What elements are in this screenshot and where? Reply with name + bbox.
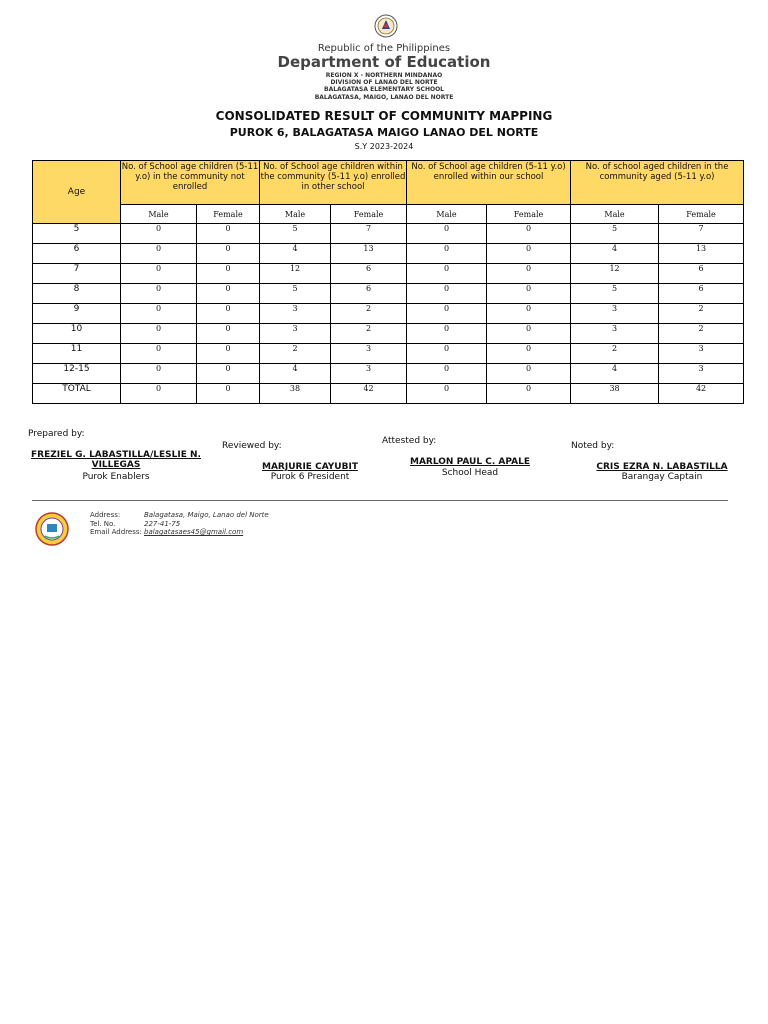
value-cell: 7 <box>659 224 744 244</box>
table-row <box>33 344 744 364</box>
value-cell: 0 <box>197 384 260 404</box>
age-cell: 8 <box>33 284 121 304</box>
value-cell: 2 <box>659 304 744 324</box>
value-cell: 0 <box>121 384 197 404</box>
male-header: Male <box>260 205 331 224</box>
group-header-other-school: No. of School age children within the community (5-11 y.o) enrolled in other school <box>260 161 407 205</box>
footer-divider <box>32 500 728 501</box>
value-cell: 0 <box>407 284 487 304</box>
female-header: Female <box>487 205 571 224</box>
value-cell: 0 <box>487 304 571 324</box>
value-cell: 12 <box>260 264 331 284</box>
value-cell: 13 <box>659 244 744 264</box>
value-cell: 42 <box>331 384 407 404</box>
community-mapping-table <box>32 160 744 404</box>
female-header: Female <box>659 205 744 224</box>
value-cell: 3 <box>331 364 407 384</box>
value-cell: 0 <box>197 324 260 344</box>
value-cell: 0 <box>197 264 260 284</box>
group-header-community-total: No. of school aged children in the community aged (5-11 y.o) <box>571 161 744 205</box>
value-cell: 6 <box>659 264 744 284</box>
value-cell: 2 <box>659 324 744 344</box>
value-cell: 0 <box>197 284 260 304</box>
location-text: BALAGATASA, MAIGO, LANAO DEL NORTE <box>314 94 454 101</box>
value-cell: 0 <box>121 324 197 344</box>
value-cell: 2 <box>331 304 407 324</box>
female-header: Female <box>197 205 260 224</box>
value-cell: 0 <box>121 284 197 304</box>
value-cell: 4 <box>260 364 331 384</box>
value-cell: 38 <box>571 384 659 404</box>
age-cell: 12-15 <box>33 364 121 384</box>
table-row <box>33 384 744 404</box>
value-cell: 42 <box>659 384 744 404</box>
value-cell: 3 <box>571 304 659 324</box>
report-title: CONSOLIDATED RESULT OF COMMUNITY MAPPING <box>215 109 553 123</box>
table-row <box>33 284 744 304</box>
prepared-by-name: FREZIEL G. LABASTILLA/LESLIE N. VILLEGAS <box>31 450 201 470</box>
value-cell: 3 <box>571 324 659 344</box>
noted-by-role: Barangay Captain <box>621 472 703 482</box>
value-cell: 3 <box>331 344 407 364</box>
email-link[interactable]: balagatasaes45@gmail.com <box>144 528 244 536</box>
age-cell: 9 <box>33 304 121 324</box>
email-label: Email Address: <box>90 528 142 536</box>
value-cell: 4 <box>571 364 659 384</box>
value-cell: 3 <box>659 344 744 364</box>
table-row <box>33 224 744 244</box>
school-logo-icon <box>34 512 70 546</box>
value-cell: 5 <box>571 284 659 304</box>
report-subtitle: PUROK 6, BALAGATASA MAIGO LANAO DEL NORTE <box>229 126 539 139</box>
attested-by-label: Attested by: <box>382 436 437 446</box>
noted-by-label: Noted by: <box>571 441 615 451</box>
value-cell: 0 <box>487 344 571 364</box>
value-cell: 4 <box>260 244 331 264</box>
age-cell: 10 <box>33 324 121 344</box>
value-cell: 7 <box>331 224 407 244</box>
value-cell: 0 <box>407 264 487 284</box>
value-cell: 0 <box>121 224 197 244</box>
school-year: S.Y 2023-2024 <box>354 142 414 151</box>
prepared-by-role: Purok Enablers <box>82 472 150 482</box>
value-cell: 13 <box>331 244 407 264</box>
value-cell: 3 <box>260 324 331 344</box>
value-cell: 4 <box>571 244 659 264</box>
table-row <box>33 324 744 344</box>
age-header: Age <box>33 161 121 224</box>
value-cell: 5 <box>260 224 331 244</box>
republic-text: Republic of the Philippines <box>317 43 451 54</box>
value-cell: 0 <box>487 324 571 344</box>
value-cell: 0 <box>197 364 260 384</box>
value-cell: 2 <box>571 344 659 364</box>
group-header-our-school: No. of School age children (5-11 y.o) enrolled within our school <box>407 161 571 205</box>
value-cell: 0 <box>487 224 571 244</box>
value-cell: 0 <box>487 264 571 284</box>
value-cell: 5 <box>260 284 331 304</box>
value-cell: 3 <box>659 364 744 384</box>
value-cell: 0 <box>487 384 571 404</box>
age-cell: 5 <box>33 224 121 244</box>
address-label: Address: <box>90 511 121 519</box>
value-cell: 6 <box>331 284 407 304</box>
value-cell: 0 <box>407 384 487 404</box>
value-cell: 0 <box>407 224 487 244</box>
department-title: Department of Education <box>277 53 491 71</box>
male-header: Male <box>121 205 197 224</box>
male-header: Male <box>407 205 487 224</box>
value-cell: 0 <box>407 364 487 384</box>
tel-label: Tel. No. <box>90 520 116 528</box>
value-cell: 3 <box>260 304 331 324</box>
age-cell: 11 <box>33 344 121 364</box>
value-cell: 6 <box>659 284 744 304</box>
value-cell: 0 <box>197 344 260 364</box>
table-row <box>33 264 744 284</box>
value-cell: 0 <box>121 244 197 264</box>
group-header-not-enrolled: No. of School age children (5-11 y.o) in the community not enrolled <box>121 161 260 205</box>
tel-value: 227-41-75 <box>144 520 181 528</box>
value-cell: 0 <box>197 244 260 264</box>
table-row <box>33 304 744 324</box>
value-cell: 2 <box>331 324 407 344</box>
table-row <box>33 244 744 264</box>
address-value: Balagatasa, Maigo, Lanao del Norte <box>144 511 269 519</box>
age-cell: 6 <box>33 244 121 264</box>
value-cell: 0 <box>121 344 197 364</box>
value-cell: 12 <box>571 264 659 284</box>
region-text: REGION X - NORTHERN MINDANAO <box>325 72 443 79</box>
value-cell: 5 <box>571 224 659 244</box>
value-cell: 0 <box>487 244 571 264</box>
table-row <box>33 364 744 384</box>
school-text: BALAGATASA ELEMENTARY SCHOOL <box>324 86 444 93</box>
value-cell: 0 <box>407 304 487 324</box>
reviewed-by-role: Purok 6 President <box>270 472 350 482</box>
division-text: DIVISION OF LANAO DEL NORTE <box>330 79 438 86</box>
value-cell: 0 <box>407 344 487 364</box>
value-cell: 0 <box>487 284 571 304</box>
prepared-by-label: Prepared by: <box>28 429 85 439</box>
age-cell: 7 <box>33 264 121 284</box>
value-cell: 38 <box>260 384 331 404</box>
value-cell: 0 <box>197 224 260 244</box>
attested-by-name: MARLON PAUL C. APALE <box>410 457 530 467</box>
age-cell: TOTAL <box>33 384 121 404</box>
value-cell: 0 <box>121 264 197 284</box>
value-cell: 6 <box>331 264 407 284</box>
reviewed-by-name: MARJURIE CAYUBIT <box>262 462 358 472</box>
deped-seal-icon <box>374 14 398 38</box>
value-cell: 0 <box>121 364 197 384</box>
male-header: Male <box>571 205 659 224</box>
value-cell: 0 <box>487 364 571 384</box>
value-cell: 0 <box>407 244 487 264</box>
value-cell: 0 <box>121 304 197 324</box>
attested-by-role: School Head <box>441 468 499 478</box>
value-cell: 0 <box>407 324 487 344</box>
reviewed-by-label: Reviewed by: <box>222 441 282 451</box>
value-cell: 2 <box>260 344 331 364</box>
female-header: Female <box>331 205 407 224</box>
value-cell: 0 <box>197 304 260 324</box>
noted-by-name: CRIS EZRA N. LABASTILLA <box>596 462 728 472</box>
